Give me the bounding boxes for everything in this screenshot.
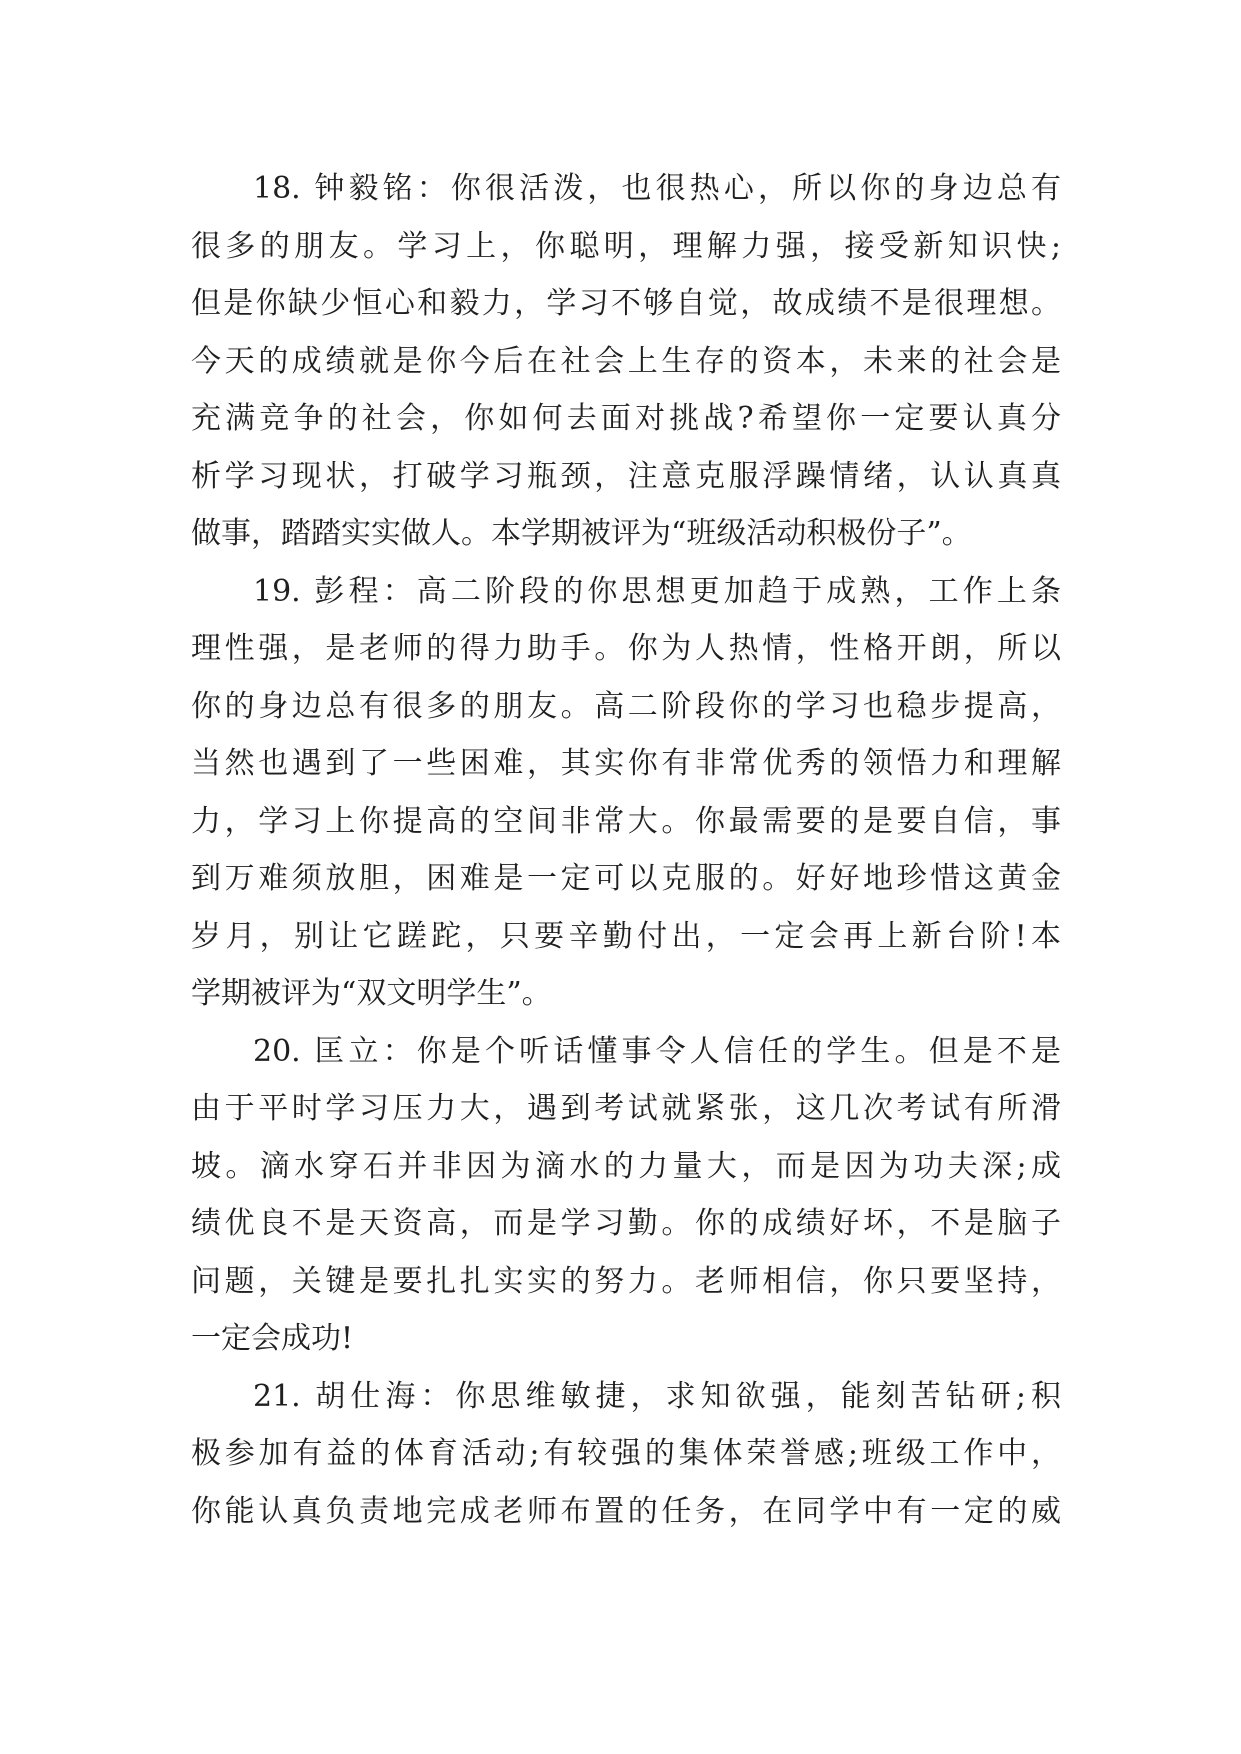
text-line: 你能认真负责地完成老师布置的任务，在同学中有一定的威: [191, 1493, 1061, 1529]
text-line: 但是你缺少恒心和毅力，学习不够自觉，故成绩不是很理想。: [191, 286, 1061, 321]
text-line: 到万难须放胆，困难是一定可以克服的。好好地珍惜这黄金: [191, 861, 1061, 896]
paragraph-21: [191, 1368, 1061, 1541]
text-line: 很多的朋友。学习上，你聪明，理解力强，接受新知识快;: [191, 228, 1061, 264]
text-line: 20. 匡立：你是个听话懂事令人信任的学生。但是不是: [253, 1033, 1061, 1069]
text-line: 坡。滴水穿石并非因为滴水的力量大，而是因为功夫深;成: [191, 1148, 1061, 1184]
text-line: 问题，关键是要扎扎实实的努力。老师相信，你只要坚持，: [191, 1263, 1061, 1299]
text-line: 绩优良不是天资高，而是学习勤。你的成绩好坏，不是脑子: [191, 1206, 1061, 1241]
text-line: 析学习现状，打破学习瓶颈，注意克服浮躁情绪，认认真真: [191, 458, 1061, 494]
text-line: 充满竞争的社会，你如何去面对挑战?希望你一定要认真分: [191, 401, 1061, 436]
text-line: 力，学习上你提高的空间非常大。你最需要的是要自信，事: [191, 803, 1061, 839]
text-line: 极参加有益的体育活动;有较强的集体荣誉感;班级工作中，: [191, 1436, 1061, 1471]
paragraph-19: [191, 563, 1061, 1023]
text-line: 今天的成绩就是你今后在社会上生存的资本，未来的社会是: [191, 343, 1061, 379]
text-line: 由于平时学习压力大，遇到考试就紧张，这几次考试有所滑: [191, 1091, 1061, 1126]
text-line: 岁月，别让它蹉跎，只要辛勤付出，一定会再上新台阶!本: [191, 918, 1061, 954]
text-line: 当然也遇到了一些困难，其实你有非常优秀的领悟力和理解: [191, 746, 1061, 781]
text-line: 理性强，是老师的得力助手。你为人热情，性格开朗，所以: [191, 631, 1061, 666]
text-line: 学期被评为“双文明学生”。: [191, 976, 552, 1011]
paragraph-18: [191, 160, 1061, 563]
text-line: 你的身边总有很多的朋友。高二阶段你的学习也稳步提高，: [191, 688, 1061, 724]
text-line: 21. 胡仕海：你思维敏捷，求知欲强，能刻苦钻研;积: [253, 1378, 1061, 1414]
text-line: 18. 钟毅铭：你很活泼，也很热心，所以你的身边总有: [253, 171, 1061, 206]
text-line: 一定会成功!: [191, 1321, 354, 1356]
text-line: 19. 彭程：高二阶段的你思想更加趋于成熟，工作上条: [253, 573, 1061, 609]
paragraph-20: [191, 1023, 1061, 1368]
text-line: 做事，踏踏实实做人。本学期被评为“班级活动积极份子”。: [191, 516, 972, 551]
text-body: [191, 160, 1061, 1540]
